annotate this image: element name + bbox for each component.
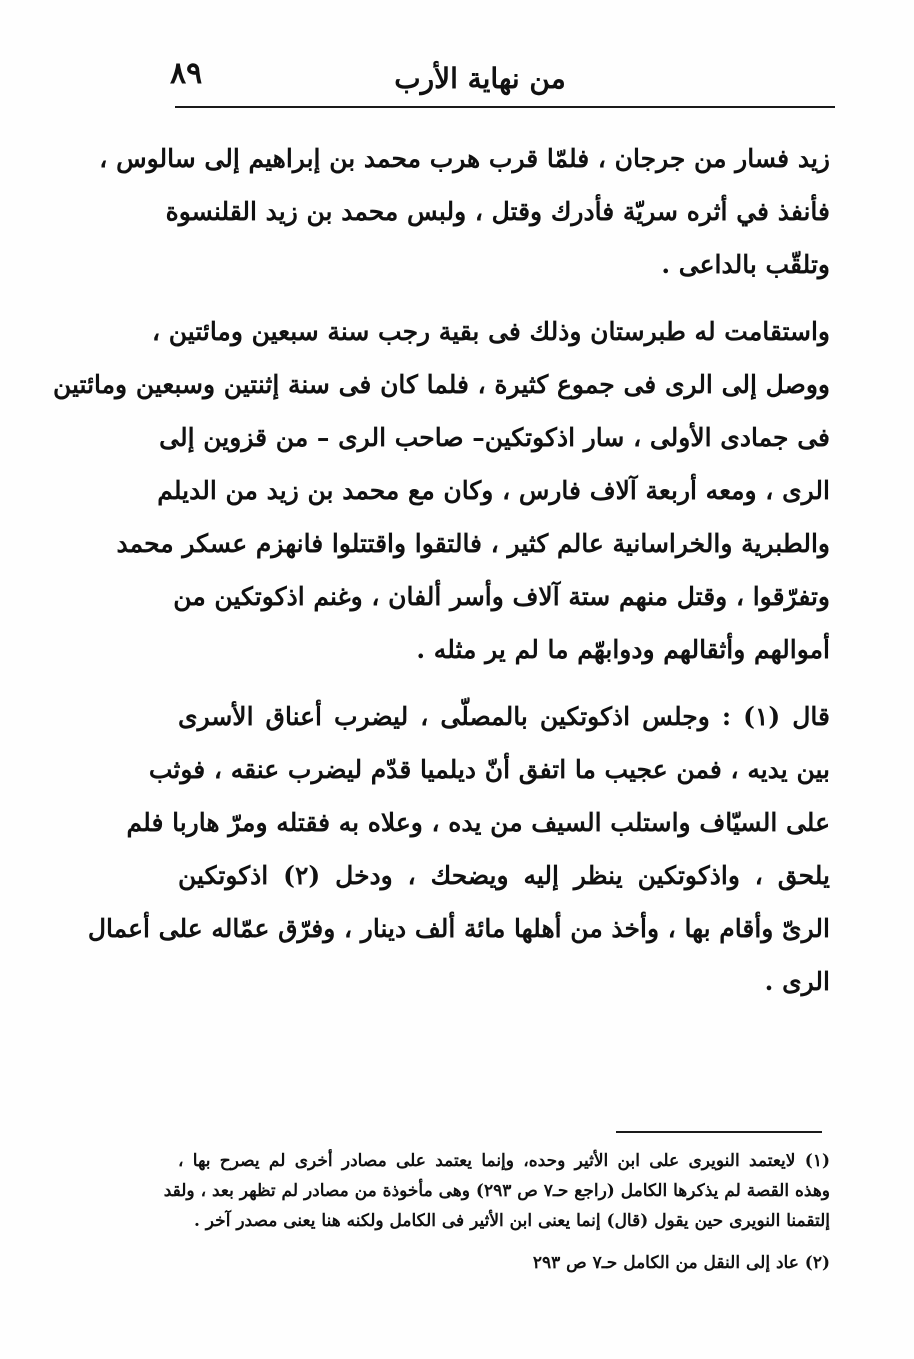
footnote-gap (178, 1236, 830, 1248)
text-line: أموالهم وأثقالهم ودوابهّم ما لم ير مثله . (416, 635, 830, 664)
text-line: والطبرية والخراسانية عالم كثير ، فالتقوا واقتتلوا فانهزم عسكر محمد (116, 529, 830, 558)
text-line: يلحق ، واذكوتكين ينظر إليه ويضحك ، ودخل (٢) اذكوتكين (178, 861, 830, 890)
footnote-1 (163, 1146, 830, 1236)
footnotes (163, 1146, 830, 1278)
footnote-rule (616, 1131, 822, 1133)
text-line: فى جمادى الأولى ، سار اذكوتكين– صاحب الرى – من قزوين إلى (159, 423, 830, 452)
footnote-line: (١) لايعتمد النويرى على ابن الأثير وحده، وإنما يعتمد على مصادر أخرى لم يصرح بها ، (178, 1151, 830, 1171)
footnote-line: إلتقمنا النويرى حين يقول (قال) إنما يعنى ابن الأثير فى الكامل ولكنه هنا يعنى مصدر آخر . (193, 1211, 830, 1231)
footnote-line: (٢) عاد إلى النقل من الكامل حـ٧ ص ٢٩٣ (532, 1253, 830, 1273)
text-line: الرى ، ومعه أربعة آلاف فارس ، وكان مع محمد بن زيد من الديلم (157, 476, 830, 505)
paragraph-1 (99, 132, 830, 291)
running-title: من نهاية الأرب (394, 62, 566, 95)
text-line: واستقامت له طبرستان وذلك فى بقية رجب سنة سبعين ومائتين ، (151, 317, 830, 346)
text-line: الرىّ وأقام بها ، وأخذ من أهلها مائة ألف دينار ، وفرّق عمّاله على أعمال (87, 914, 830, 943)
paragraph-3 (87, 690, 830, 1008)
text-line: ووصل إلى الرى فى جموع كثيرة ، فلما كان فى سنة إثنتين وسبعين ومائتين (52, 370, 830, 399)
text-line: قال (١) : وجلس اذكوتكين بالمصلّى ، ليضرب أعناق الأسرى (178, 702, 830, 731)
page-number: ٨٩ (170, 56, 203, 91)
paragraph-2 (52, 305, 830, 676)
paragraph-gap (178, 291, 830, 305)
text-line: الرى . (764, 967, 830, 996)
text-line: وتفرّقوا ، وقتل منهم ستة آلاف وأسر ألفان ، وغنم اذكوتكين من (173, 582, 830, 611)
main-text (52, 132, 830, 1008)
paragraph-gap (178, 676, 830, 690)
text-line: زيد فسار من جرجان ، فلمّا قرب هرب محمد بن إبراهيم إلى سالوس ، (99, 144, 830, 173)
footnote-2 (178, 1248, 830, 1278)
text-line: بين يديه ، فمن عجيب ما اتفق أنّ ديلميا قدّم ليضرب عنقه ، فوثب (148, 755, 830, 784)
footnote-line: وهذه القصة لم يذكرها الكامل (راجع حـ٧ ص ٢٩٣) وهى مأخوذة من مصادر لم تظهر بعد ، ولقد (163, 1181, 830, 1201)
header-rule (175, 106, 835, 108)
text-line: فأنفذ في أثره سريّة فأدرك وقتل ، ولبس محمد بن زيد القلنسوة (165, 197, 830, 226)
text-line: وتلقّب بالداعى . (661, 250, 830, 279)
text-line: على السيّاف واستلب السيف من يده ، وعلاه به فقتله ومرّ هاربا فلم (126, 808, 830, 837)
